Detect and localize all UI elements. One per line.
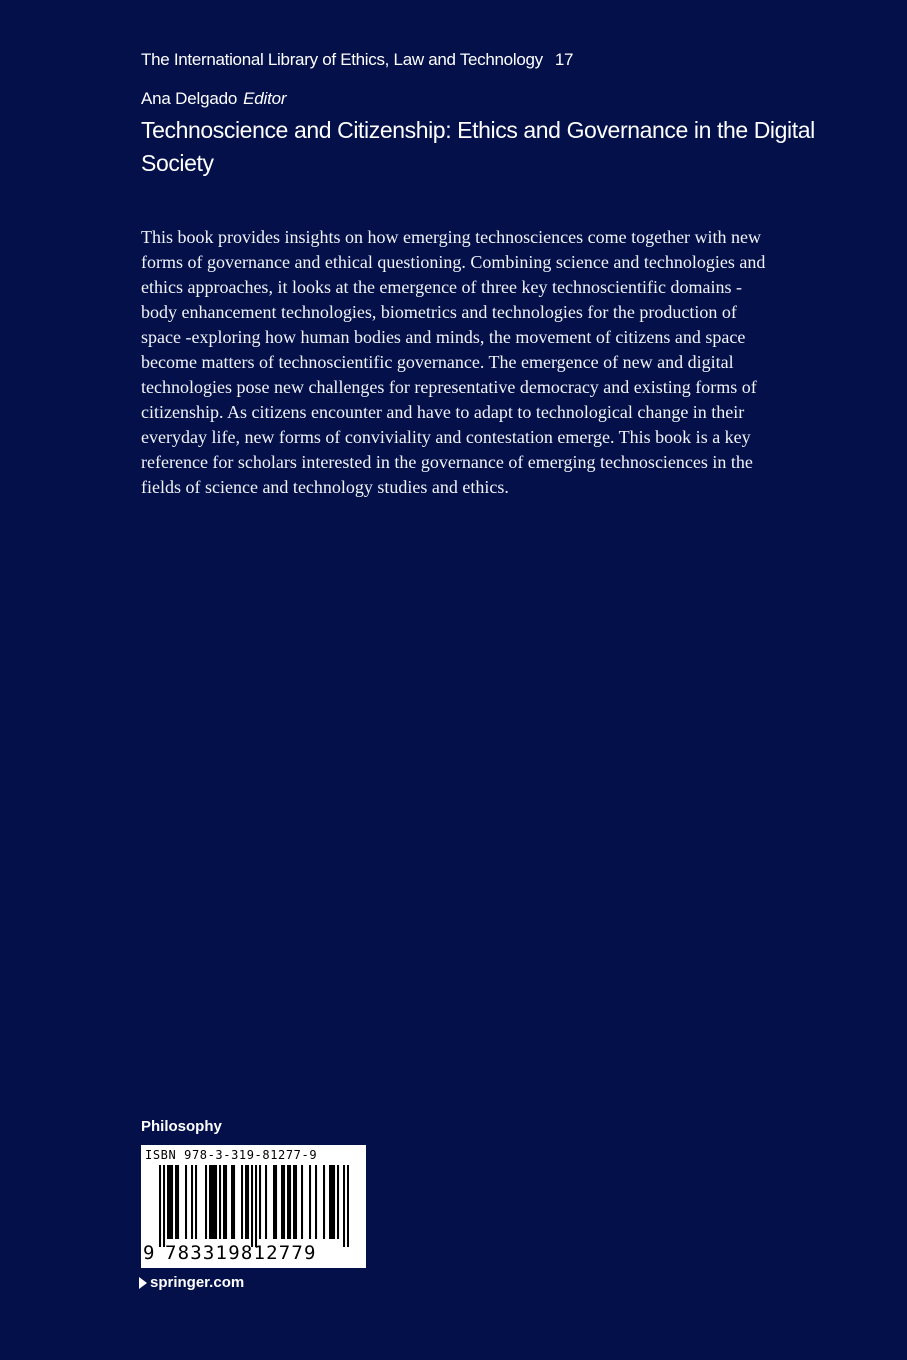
series-name: The International Library of Ethics, Law and Technology [141, 50, 543, 69]
series-number: 17 [554, 50, 574, 69]
barcode-bar [333, 1165, 335, 1239]
barcode-bar [169, 1165, 171, 1239]
barcode-bar [295, 1165, 297, 1239]
description-line: body enhancement technologies, biometrics and technologies for the production of [141, 302, 737, 322]
barcode-bar [293, 1165, 295, 1239]
barcode-bar [251, 1165, 253, 1247]
book-title: Technoscience and Citizenship: Ethics and Governance in the Digital Society [141, 117, 815, 176]
arrow-right-icon [139, 1277, 147, 1289]
barcode-bar [287, 1165, 289, 1239]
description-line: This book provides insights on how emerging technosciences come together with new [141, 227, 762, 247]
barcode-bar [231, 1165, 233, 1239]
editor-line [141, 89, 286, 109]
barcode-bar [215, 1165, 217, 1239]
barcode-bar [329, 1165, 331, 1239]
barcode-bar [171, 1165, 173, 1239]
isbn-remaining-digits: 783319812779 [165, 1242, 317, 1264]
publisher-url[interactable]: springer.com [150, 1274, 245, 1291]
barcode-bar [265, 1165, 267, 1239]
description-line: become matters of technoscientific governance. The emergence of new and digital [141, 352, 734, 372]
barcode-bar [347, 1165, 349, 1247]
barcode-bar [213, 1165, 215, 1239]
description-line: fields of science and technology studies and ethics. [141, 477, 509, 497]
book-description [141, 225, 821, 500]
isbn-label: ISBN 978-3-319-81277-9 [145, 1148, 318, 1162]
barcode-bar [283, 1165, 285, 1239]
description-line: everyday life, new forms of conviviality and contestation emerge. This book is a key [141, 427, 751, 447]
barcode-bar [205, 1165, 207, 1239]
publisher-link[interactable] [139, 1274, 244, 1291]
barcode-bar [195, 1165, 197, 1239]
editor-role: Editor [243, 89, 287, 108]
barcode-bar [315, 1165, 317, 1239]
barcode-bars-icon [159, 1165, 349, 1247]
barcode-bar [163, 1165, 165, 1247]
description-line: forms of governance and ethical questioning. Combining science and technologies and [141, 252, 766, 272]
barcode-bar [273, 1165, 275, 1239]
description-line: ethics approaches, it looks at the emergence of three key technoscientific domains - [141, 277, 742, 297]
barcode-bar [211, 1165, 213, 1239]
editor-name: Ana Delgado [141, 89, 238, 108]
barcode-bar [233, 1165, 235, 1239]
description-line: citizenship. As citizens encounter and have to adapt to technological change in their [141, 402, 745, 422]
description-line: technologies pose new challenges for representative democracy and existing forms of [141, 377, 757, 397]
barcode-bar [259, 1165, 261, 1239]
barcode-bar [219, 1165, 221, 1239]
isbn-first-digit: 9 [143, 1242, 155, 1264]
barcode-bar [245, 1165, 247, 1239]
barcode-bar [343, 1165, 345, 1247]
barcode-bar [223, 1165, 225, 1239]
barcode-bar [175, 1165, 177, 1239]
barcode-bar [309, 1165, 311, 1239]
barcode-bar [255, 1165, 257, 1247]
subject-category: Philosophy [141, 1118, 222, 1135]
description-line: reference for scholars interested in the governance of emerging technosciences in the [141, 452, 753, 472]
barcode-bar [185, 1165, 187, 1239]
barcode-bar [337, 1165, 339, 1239]
isbn-barcode [141, 1145, 366, 1268]
barcode-bar [177, 1165, 179, 1239]
description-line: space -exploring how human bodies and minds, the movement of citizens and space [141, 327, 746, 347]
barcode-bar [275, 1165, 277, 1239]
barcode-bar [281, 1165, 283, 1239]
barcode-bar [225, 1165, 227, 1239]
barcode-bar [191, 1165, 193, 1239]
barcode-bar [323, 1165, 325, 1239]
barcode-bar [159, 1165, 161, 1247]
barcode-bar [167, 1165, 169, 1239]
barcode-bar [209, 1165, 211, 1239]
barcode-bar [289, 1165, 291, 1239]
series-line [141, 50, 573, 70]
barcode-bar [301, 1165, 303, 1239]
barcode-bar [247, 1165, 249, 1239]
barcode-bar [331, 1165, 333, 1239]
barcode-bar [241, 1165, 243, 1239]
